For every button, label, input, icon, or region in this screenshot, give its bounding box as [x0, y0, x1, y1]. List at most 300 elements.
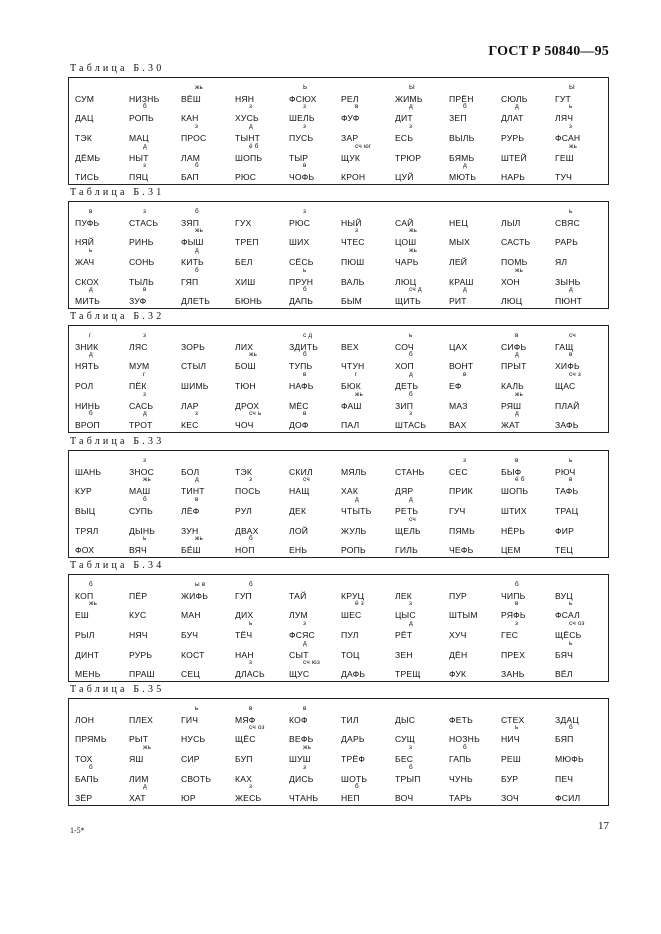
word-text: КОСТ — [181, 650, 205, 660]
phonetic-mark: б — [195, 162, 199, 169]
word-text: НИЧ — [501, 734, 520, 744]
table-row — [69, 123, 608, 153]
word-text: ПРОС — [181, 133, 207, 143]
page-number: 17 — [598, 820, 609, 832]
word-text: ПЁР — [129, 591, 148, 601]
word-table — [68, 450, 609, 558]
word-text: ШИХ — [289, 237, 310, 247]
word-text: НЫЙ — [341, 218, 362, 228]
phonetic-mark: жь — [515, 267, 524, 274]
table-row — [69, 208, 608, 238]
word-text: ШИМЬ — [181, 381, 209, 391]
word-text: СВЯС — [555, 218, 580, 228]
phonetic-mark: б — [195, 267, 199, 274]
word-text: ЧЕФЬ — [449, 545, 474, 555]
phonetic-mark: с д — [303, 332, 313, 339]
word-text: ВЕФЬ — [289, 734, 314, 744]
word-text: ФСИЛ — [555, 793, 581, 803]
phonetic-mark: в — [463, 371, 467, 378]
word-table — [68, 698, 609, 806]
table-row — [69, 267, 608, 297]
word-text: МЮФЬ — [555, 754, 584, 764]
phonetic-mark: з — [249, 783, 253, 790]
phonetic-mark: в — [249, 705, 253, 712]
phonetic-mark: в — [303, 410, 307, 417]
word-text: СУМ — [75, 94, 95, 104]
table-row — [69, 103, 608, 133]
word-text: ЗАФЬ — [555, 420, 579, 430]
table-caption: Таблица Б.31 — [70, 187, 165, 198]
word-text: РОПЬ — [341, 545, 366, 555]
word-text: СЮЛЬ — [501, 94, 528, 104]
phonetic-mark: жь — [409, 247, 418, 254]
phonetic-mark: б — [515, 581, 519, 588]
phonetic-mark: г — [355, 371, 358, 378]
word-text: ВОЧ — [395, 793, 414, 803]
word-text: ЛИХ — [235, 342, 254, 352]
table-row — [69, 247, 608, 277]
word-text: МАЗ — [449, 401, 468, 411]
table-row — [69, 744, 608, 774]
phonetic-mark: ё б — [515, 476, 525, 483]
phonetic-mark: в — [303, 162, 307, 169]
table-row — [69, 516, 608, 546]
phonetic-mark: ы в — [195, 581, 206, 588]
word-text: НЕП — [341, 793, 360, 803]
word-text: ЧТУН — [341, 361, 365, 371]
phonetic-mark: д — [195, 247, 199, 254]
word-text: РЫЛ — [75, 630, 95, 640]
phonetic-mark: д — [409, 496, 413, 503]
phonetic-mark: ь — [303, 267, 307, 274]
word-text: ПУСЬ — [289, 133, 314, 143]
word-text: СЁСЬ — [289, 257, 314, 267]
phonetic-mark: жь — [143, 476, 152, 483]
word-text: СТАНЬ — [395, 467, 425, 477]
word-text: КУР — [75, 486, 92, 496]
word-text: МЕНЬ — [75, 669, 101, 679]
word-text: НЯН — [235, 94, 255, 104]
word-text: ДРОХ — [235, 401, 260, 411]
phonetic-mark: сч — [569, 332, 576, 339]
phonetic-mark: з — [303, 208, 307, 215]
phonetic-mark: з — [249, 103, 253, 110]
table-caption: Таблица Б.35 — [70, 684, 165, 695]
word-table — [68, 77, 609, 185]
table-row — [69, 783, 608, 813]
word-text: ДАПЬ — [289, 296, 314, 306]
phonetic-mark: жь — [355, 391, 364, 398]
word-text: ЩЁС — [235, 734, 256, 744]
word-text: ТРОТ — [129, 420, 153, 430]
word-text: ШТИХ — [501, 506, 527, 516]
word-text: СЫТ — [289, 650, 309, 660]
phonetic-mark: б — [89, 410, 93, 417]
word-text: ВЯЧ — [129, 545, 147, 555]
word-text: ТАЙ — [289, 591, 307, 601]
word-text: МЮТЬ — [449, 172, 477, 182]
word-text: ПЮШ — [341, 257, 365, 267]
phonetic-mark: з — [249, 659, 253, 666]
word-text: ВЫЦ — [75, 506, 96, 516]
word-text: ФОХ — [75, 545, 95, 555]
word-text: СВОТЬ — [181, 774, 212, 784]
word-text: РЕЛ — [341, 94, 359, 104]
word-text: ФУФ — [341, 113, 360, 123]
table-caption: Таблица Б.32 — [70, 311, 165, 322]
word-text: ДЛЕТЬ — [181, 296, 211, 306]
word-text: ДЛАСЬ — [235, 669, 265, 679]
phonetic-mark: з — [249, 476, 253, 483]
word-text: МУМ — [129, 361, 150, 371]
phonetic-mark: сч з — [569, 371, 581, 378]
word-text: ДЫС — [395, 715, 416, 725]
word-text: ЕШ — [75, 610, 90, 620]
phonetic-mark: в — [303, 371, 307, 378]
phonetic-mark: з — [303, 103, 307, 110]
word-text: МЯФ — [235, 715, 256, 725]
word-text: ЗДАЦ — [555, 715, 579, 725]
word-text: ФИР — [555, 526, 575, 536]
word-text: ПАЛ — [341, 420, 360, 430]
phonetic-mark: ь — [569, 457, 573, 464]
word-text: СОЧ — [395, 342, 414, 352]
word-text: ПРАШ — [129, 669, 155, 679]
word-text: ФУК — [449, 669, 467, 679]
word-text: СТЫЛ — [181, 361, 207, 371]
word-text: ПЛЕХ — [129, 715, 154, 725]
phonetic-mark: сч — [409, 516, 416, 523]
footer-note: 1-5* — [70, 826, 85, 835]
phonetic-mark: б — [409, 351, 413, 358]
word-text: ТРЯЛ — [75, 526, 99, 536]
word-text: ТЭК — [235, 467, 253, 477]
word-text: ПЮНТ — [555, 296, 583, 306]
word-text: ПРУН — [289, 277, 314, 287]
word-text: ЦУЙ — [395, 172, 414, 182]
phonetic-mark: з — [303, 764, 307, 771]
word-text: СУПЬ — [129, 506, 153, 516]
word-text: КИТЬ — [181, 257, 204, 267]
phonetic-mark: б — [249, 535, 253, 542]
word-text: СТЕХ — [501, 715, 525, 725]
word-text: БОШ — [235, 361, 256, 371]
word-text: ТРЫП — [395, 774, 421, 784]
table-row — [69, 351, 608, 381]
word-text: ЗНИК — [75, 342, 99, 352]
phonetic-mark: з — [409, 123, 413, 130]
word-text: ЖИМЬ — [395, 94, 423, 104]
phonetic-mark: жь — [143, 744, 152, 751]
word-text: БЯП — [555, 734, 574, 744]
word-text: ШЕС — [341, 610, 362, 620]
word-text: ЗИП — [395, 401, 414, 411]
word-text: НЕЦ — [449, 218, 468, 228]
word-text: СТАСЬ — [129, 218, 159, 228]
phonetic-mark: д — [89, 286, 93, 293]
word-text: ФСАЛ — [555, 610, 580, 620]
word-text: МЯЛЬ — [341, 467, 367, 477]
phonetic-mark: сч юг — [355, 143, 372, 150]
phonetic-mark: з — [515, 620, 519, 627]
phonetic-mark: сч ь — [249, 410, 262, 417]
word-text: НАЩ — [289, 486, 310, 496]
word-text: ТУЧ — [555, 172, 573, 182]
word-text: РЯФЬ — [501, 610, 526, 620]
word-text: ТЕЦ — [555, 545, 573, 555]
word-text: ТОХ — [75, 754, 93, 764]
word-text: ЛЫЛ — [501, 218, 521, 228]
phonetic-mark: сч оз — [249, 724, 265, 731]
word-text: ЮР — [181, 793, 196, 803]
word-text: БУР — [501, 774, 519, 784]
word-text: СЕС — [449, 467, 468, 477]
phonetic-mark: з — [409, 410, 413, 417]
word-text: ШОПЬ — [235, 153, 263, 163]
word-text: ХИШ — [235, 277, 256, 287]
word-text: ЦЕМ — [501, 545, 521, 555]
table-caption: Таблица Б.34 — [70, 560, 165, 571]
phonetic-mark: з — [143, 457, 147, 464]
word-text: ХОН — [501, 277, 520, 287]
word-text: ПРЕХ — [501, 650, 526, 660]
word-text: СКОХ — [75, 277, 99, 287]
word-text: ДИТ — [395, 113, 413, 123]
word-text: ЯЛ — [555, 257, 568, 267]
phonetic-mark: жь — [409, 227, 418, 234]
table-row — [69, 332, 608, 362]
word-text: ТЫР — [289, 153, 309, 163]
phonetic-mark: ь — [569, 103, 573, 110]
word-text: ЧИПЬ — [501, 591, 526, 601]
word-text: КАХ — [235, 774, 253, 784]
word-text: ХИФЬ — [555, 361, 580, 371]
word-text: ВЁШ — [181, 94, 201, 104]
phonetic-mark: д — [303, 640, 307, 647]
word-text: СУЩ — [395, 734, 416, 744]
word-text: ПОМЬ — [501, 257, 528, 267]
phonetic-mark: г — [143, 371, 146, 378]
word-text: ШТЕЙ — [501, 153, 527, 163]
word-text: СЕЦ — [181, 669, 200, 679]
word-text: ТИСЬ — [75, 172, 100, 182]
word-text: ЗУН — [181, 526, 199, 536]
phonetic-mark: жь — [515, 391, 524, 398]
word-text: ТРЕЩ — [395, 669, 421, 679]
word-text: ПЕЧ — [555, 774, 574, 784]
phonetic-mark: з — [303, 123, 307, 130]
phonetic-mark: жь — [89, 600, 98, 607]
phonetic-mark: ь — [409, 332, 413, 339]
word-text: ТИЛ — [341, 715, 359, 725]
phonetic-mark: ь — [569, 640, 573, 647]
phonetic-mark: б — [249, 581, 253, 588]
word-text: КОП — [75, 591, 94, 601]
phonetic-mark: Ы — [409, 84, 415, 91]
word-text: ЛЯС — [129, 342, 148, 352]
word-text: ЩУС — [289, 669, 310, 679]
word-text: ЛЮЦ — [501, 296, 523, 306]
word-text: РИНЬ — [129, 237, 154, 247]
word-text: ЖАЧ — [75, 257, 95, 267]
word-text: ГУТ — [555, 94, 571, 104]
phonetic-mark: б — [195, 208, 199, 215]
word-text: КЕС — [181, 420, 199, 430]
word-table — [68, 574, 609, 682]
word-text: НОП — [235, 545, 255, 555]
phonetic-mark: ё з — [355, 600, 364, 607]
word-text: СИФЬ — [501, 342, 527, 352]
word-text: ХОП — [395, 361, 414, 371]
word-text: НУСЬ — [181, 734, 206, 744]
word-text: ГУЧ — [449, 506, 466, 516]
word-text: ВОНТ — [449, 361, 474, 371]
phonetic-mark: з — [409, 744, 413, 751]
phonetic-mark: з — [195, 410, 199, 417]
phonetic-mark: ь — [515, 724, 519, 731]
word-text: БУЧ — [181, 630, 199, 640]
word-text: ТАФЬ — [555, 486, 579, 496]
word-text: НЯЧ — [129, 630, 148, 640]
word-text: ЧТЫТЬ — [341, 506, 372, 516]
word-text: ЛОН — [75, 715, 95, 725]
word-text: КУС — [129, 610, 147, 620]
word-text: ЖИФЬ — [181, 591, 209, 601]
word-text: СКИЛ — [289, 467, 313, 477]
word-text: ТРАЦ — [555, 506, 579, 516]
word-text: БАПЬ — [75, 774, 99, 784]
word-text: ДВАХ — [235, 526, 259, 536]
word-text: ЧУНЬ — [449, 774, 473, 784]
table-row — [69, 476, 608, 506]
phonetic-mark: в — [195, 496, 199, 503]
word-text: ЦЫС — [395, 610, 416, 620]
word-text: ЦАХ — [449, 342, 468, 352]
word-text: БОЛ — [181, 467, 200, 477]
word-text: ЛУМ — [289, 610, 308, 620]
phonetic-mark: д — [143, 410, 147, 417]
word-text: РЫТ — [129, 734, 149, 744]
word-text: ЩУК — [341, 153, 361, 163]
word-text: ГАПЬ — [449, 754, 472, 764]
word-text: ЩЁСЬ — [555, 630, 582, 640]
word-text: ТИНТ — [181, 486, 205, 496]
word-text: ЖУЛЬ — [341, 526, 367, 536]
phonetic-mark: б — [303, 286, 307, 293]
word-text: ХУЧ — [449, 630, 467, 640]
word-text: ТОЦ — [341, 650, 360, 660]
word-text: ХАТ — [129, 793, 146, 803]
word-text: БЮНЬ — [235, 296, 262, 306]
word-text: ДЁН — [449, 650, 468, 660]
word-text: ЖАТ — [501, 420, 520, 430]
word-text: ЯШ — [129, 754, 144, 764]
word-text: БЁШ — [181, 545, 201, 555]
phonetic-mark: д — [463, 286, 467, 293]
table-row — [69, 705, 608, 735]
word-text: НАН — [235, 650, 254, 660]
word-text: САСТЬ — [501, 237, 531, 247]
word-text: ТЮН — [235, 381, 256, 391]
word-text: ЧАРЬ — [395, 257, 419, 267]
phonetic-mark: д — [569, 286, 573, 293]
word-text: КАН — [181, 113, 199, 123]
word-table — [68, 325, 609, 433]
word-text: ШТЫМ — [449, 610, 478, 620]
word-text: ХУСЬ — [235, 113, 259, 123]
word-text: ФАШ — [341, 401, 362, 411]
word-text: ПРЫТ — [501, 361, 527, 371]
phonetic-mark: з — [143, 208, 147, 215]
word-text: ТЫНТ — [235, 133, 261, 143]
word-text: ВЕХ — [341, 342, 359, 352]
word-text: НОЗНЬ — [449, 734, 480, 744]
word-text: ЛАМ — [181, 153, 201, 163]
word-text: БЫМ — [341, 296, 363, 306]
word-text: ВУЦ — [555, 591, 573, 601]
word-text: КРАШ — [449, 277, 474, 287]
word-text: ДАРЬ — [341, 734, 365, 744]
word-text: БЕЛ — [235, 257, 253, 267]
word-text: ПРЯМЬ — [75, 734, 107, 744]
word-text: РАРЬ — [555, 237, 579, 247]
word-text: ГИЛЬ — [395, 545, 418, 555]
word-text: РЕТЬ — [395, 506, 419, 516]
word-text: ГИЧ — [181, 715, 199, 725]
phonetic-mark: ь — [569, 600, 573, 607]
word-text: ЗЕН — [395, 650, 413, 660]
word-text: БУП — [235, 754, 253, 764]
word-text: РУЛ — [235, 506, 252, 516]
word-text: ФЕТЬ — [449, 715, 473, 725]
phonetic-mark: д — [463, 162, 467, 169]
phonetic-mark: б — [89, 764, 93, 771]
phonetic-mark: д — [89, 351, 93, 358]
word-text: ШТАСЬ — [395, 420, 427, 430]
phonetic-mark: жь — [569, 143, 578, 150]
phonetic-mark: г — [89, 332, 92, 339]
word-text: РЁТ — [395, 630, 413, 640]
word-text: ДЕТЬ — [395, 381, 419, 391]
word-text: ЗЁР — [75, 793, 93, 803]
phonetic-mark: з — [463, 457, 467, 464]
word-text: ГЕШ — [555, 153, 574, 163]
word-text: ПУР — [449, 591, 467, 601]
word-text: ХАК — [341, 486, 359, 496]
word-text: ЩЕЛЬ — [395, 526, 421, 536]
word-text: БЫФ — [501, 467, 522, 477]
phonetic-mark: д — [515, 351, 519, 358]
word-text: ПОСЬ — [235, 486, 261, 496]
word-text: МИТЬ — [75, 296, 101, 306]
phonetic-mark: в — [89, 208, 93, 215]
word-text: НИНЬ — [75, 401, 101, 411]
phonetic-mark: з — [355, 227, 359, 234]
phonetic-mark: з — [195, 123, 199, 130]
word-text: ДЁМЬ — [75, 153, 101, 163]
table-row — [69, 391, 608, 421]
table-caption: Таблица Б.33 — [70, 436, 165, 447]
word-text: ЗОЧ — [501, 793, 519, 803]
word-text: БЕС — [395, 754, 414, 764]
phonetic-mark: ь — [249, 620, 253, 627]
word-table — [68, 201, 609, 309]
phonetic-mark: сч оз — [569, 620, 585, 627]
phonetic-mark: д — [143, 143, 147, 150]
phonetic-mark: ь — [143, 535, 147, 542]
word-text: ЗУФ — [129, 296, 147, 306]
phonetic-mark: д — [515, 103, 519, 110]
